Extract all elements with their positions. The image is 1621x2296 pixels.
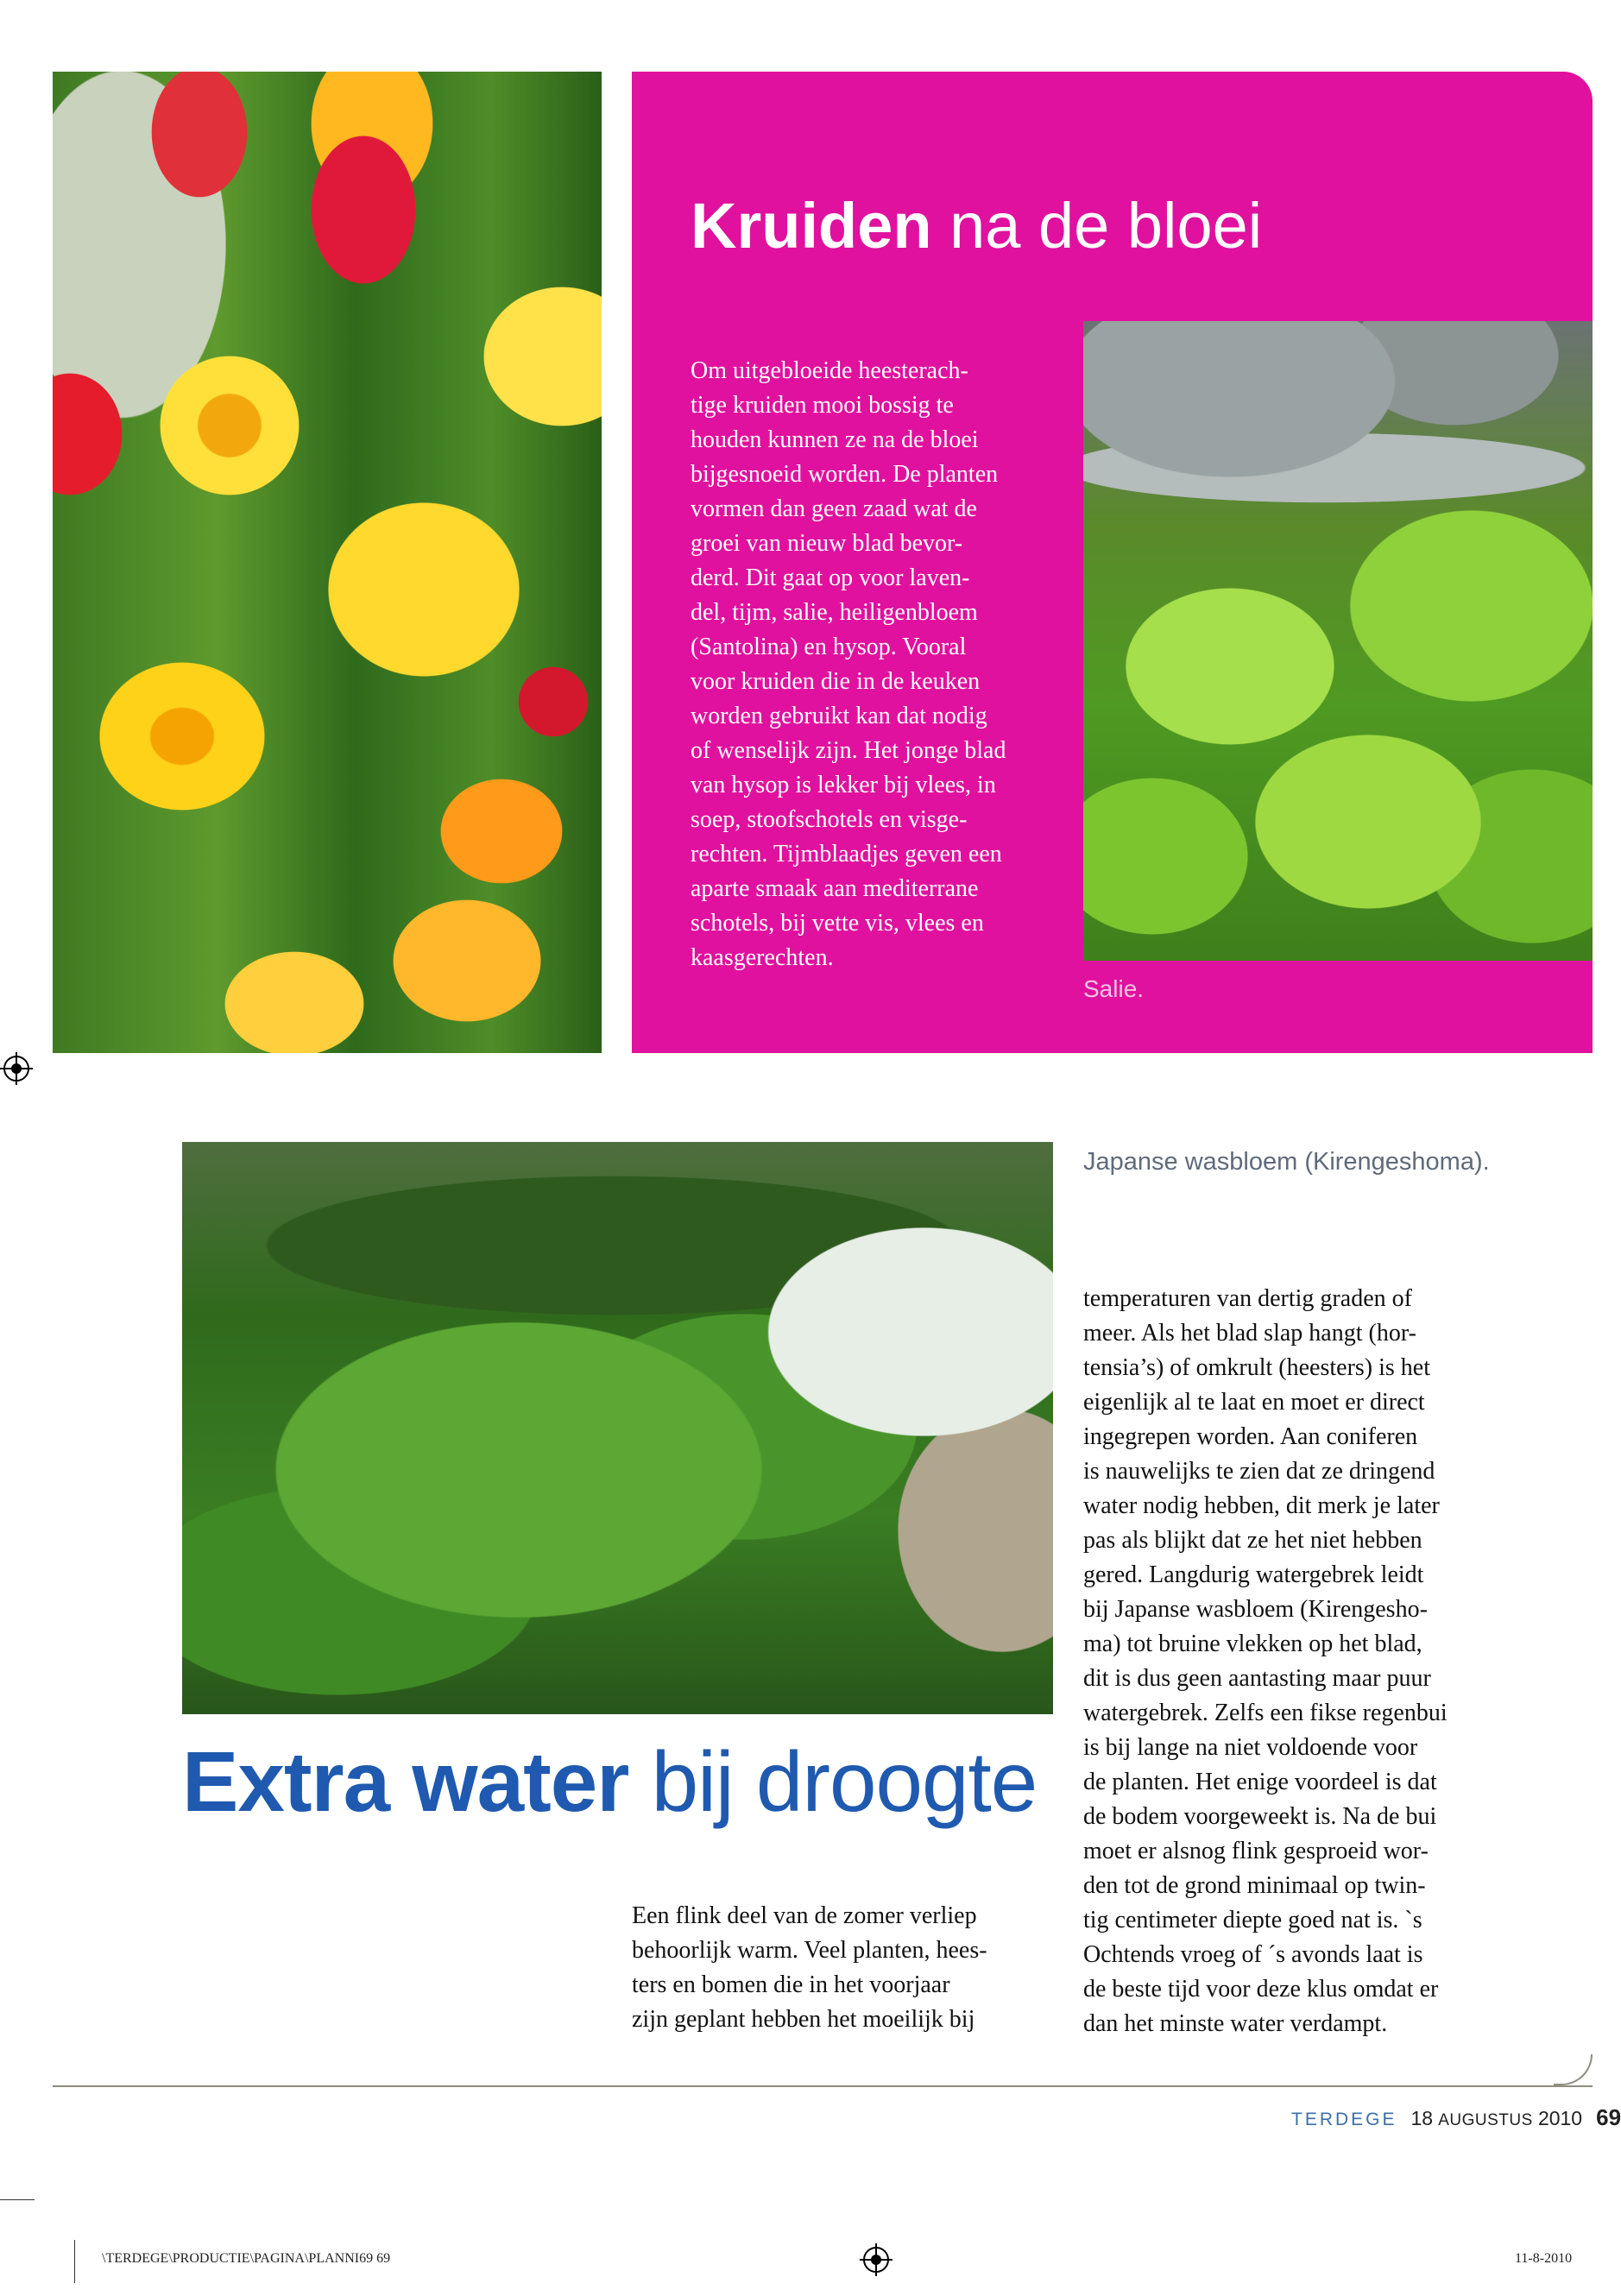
salie-photo-caption: Salie.	[1083, 975, 1145, 1002]
herbs-heading-strong: Kruiden	[691, 190, 932, 262]
slug-file-path: \TERDEGE\PRODUCTIE\PAGINA\PLANNI69 69	[102, 2251, 391, 2266]
footer-page-number: 69	[1596, 2104, 1621, 2130]
footer-rule	[53, 2085, 1593, 2087]
herbs-body-text: Om uitgebloeide heesterach- tige kruiden mooi bossig te houden kunnen ze na de bloei bijgesnoeid worden. De planten vormen dan geen zaad wat de groei van nieuw blad bevor- derd. Dit gaat op voor laven- del, tijm, salie, heiligenbloem (Santolina) en hysop. Vooral voor kruiden die in de keuken worden gebruikt kan dat nodig of wenselijk zijn. Het jonge blad van hysop is lekker bij vlees, in soep, stoofschotels en visge- rechten. Tijmblaadjes geven een aparte smaak aan mediterrane schotels, bij vette vis, vlees en kaasgerechten.	[691, 357, 1006, 971]
footer-date	[1411, 2107, 1583, 2130]
herbs-heading-light: na de bloei	[949, 190, 1263, 262]
herbs-heading	[691, 190, 1263, 262]
wasbloem-photo-caption: Japanse wasbloem (Kirengeshoma).	[1083, 1148, 1490, 1176]
photo-spring-flowers	[53, 72, 602, 1053]
crop-mark	[74, 2240, 75, 2283]
photo-japanse-wasbloem	[182, 1142, 1053, 1714]
footer-rule-corner	[1554, 2054, 1593, 2085]
water-heading-light: bij droogte	[651, 1734, 1038, 1829]
water-body-column-1: Een flink deel van de zomer verliep behoorlijk warm. Veel planten, hees- ters en bomen die in het voorjaar zijn geplant hebben het moeilijk bij	[632, 1902, 987, 2033]
footer-date-year: 2010	[1537, 2107, 1583, 2129]
footer-magazine-name: TERDEGE	[1291, 2110, 1397, 2129]
page-footer	[1291, 2104, 1621, 2131]
footer-date-day: 18	[1410, 2107, 1434, 2129]
slug-date: 11-8-2010	[1515, 2251, 1573, 2266]
water-body-column-2: temperaturen van dertig graden of meer. Als het blad slap hangt (hor- tensia’s) of omkrult (heesters) is het eigenlijk al te laat en moet er direct ingegrepen worden. Aan coniferen is nauwelijks te zien dat ze dringend water nodig hebben, dit merk je later pas als blijkt dat ze het niet hebben gered. Langdurig watergebrek leidt bij Japanse wasbloem (Kirengesho- ma) tot bruine vlekken op het blad, dit is dus geen aantasting maar puur watergebrek. Zelfs een fikse regenbui is bij lange na niet voldoende voor de planten. Het enige voordeel is dat de bodem voorgeweekt is. Na de bui moet er alsnog flink gesproeid wor- den tot de grond minimaal op twin- tig centimeter diepte goed nat is. `s Ochtends vroeg of ´s avonds laat is de beste tijd voor deze klus omdat er dan het minste water verdampt.	[1083, 1285, 1448, 2037]
registration-mark-icon	[3, 1056, 29, 1082]
water-heading-strong: Extra water	[182, 1734, 629, 1829]
crop-mark	[0, 2199, 35, 2200]
water-heading	[182, 1734, 1038, 1829]
photo-salie	[1083, 321, 1593, 961]
footer-date-month: AUGUSTUS	[1438, 2111, 1533, 2129]
registration-mark-icon	[863, 2247, 889, 2273]
